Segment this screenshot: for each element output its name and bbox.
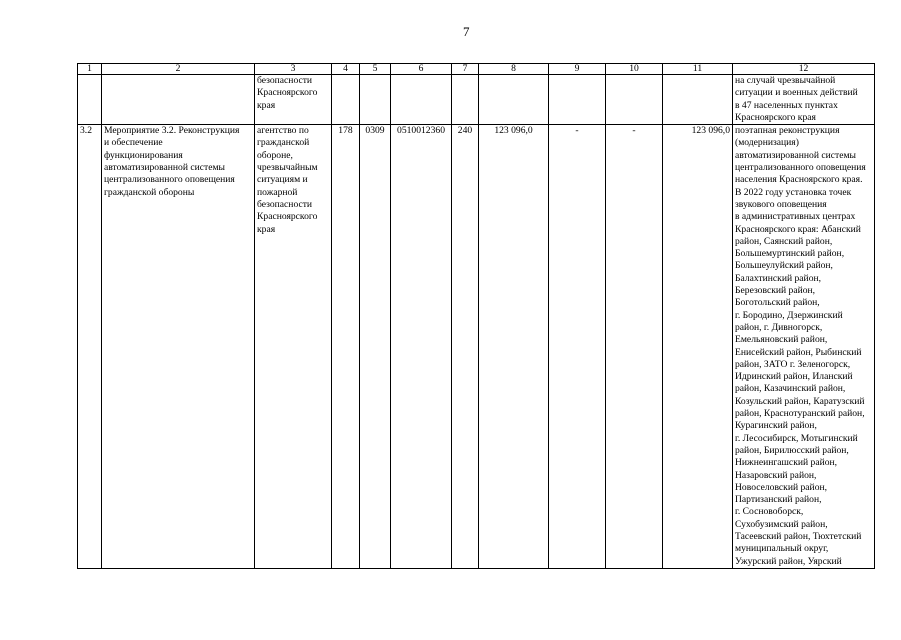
cell-csr — [391, 75, 452, 125]
cell-result: на случай чрезвычайной ситуации и военных действий в 47 населенных пунктах Красноярского края — [733, 75, 875, 125]
cell-total: 123 096,0 — [663, 125, 733, 569]
cell-year1: 123 096,0 — [479, 125, 549, 569]
cell-responsible: безопасности Красноярского края — [255, 75, 332, 125]
column-number: 1 — [78, 64, 102, 75]
column-number: 6 — [391, 64, 452, 75]
column-number: 7 — [452, 64, 479, 75]
cell-csr: 0510012360 — [391, 125, 452, 569]
cell-grbs: 178 — [332, 125, 360, 569]
column-number: 9 — [549, 64, 606, 75]
cell-rzpr — [360, 75, 391, 125]
cell-number — [78, 75, 102, 125]
program-table — [77, 63, 875, 569]
cell-grbs — [332, 75, 360, 125]
column-number: 4 — [332, 64, 360, 75]
cell-result: поэтапная реконструкция (модернизация) автоматизированной системы централизованного оповещения населения Красноярского края. В 2022 году установка точек звукового оповещения в административных центрах Красноярского края: Абанский район, Саянский район, Большемуртинский район, Большеулуйский район, Балахтинский район, Березовский район, Боготольский район, г. Бородино, Дзержинский район, г. Дивногорск, Емельяновский район, Енисейский район, Рыбинский район, ЗАТО г. Зеленогорск, Идринский район, Иланский район, Казачинский район, Козульский район, Каратузский район, Краснотуранский район, Курагинский район, г. Лесосибирск, Мотыгинский район, Бирилюсский район, Нижнеингашский район, Назаровский район, Новоселовский район, Партизанский район, г. Сосновоборск, Сухобузимский район, Тасеевский район, Тюхтетский муниципальный округ, Ужурский район, Уярский — [733, 125, 875, 569]
cell-number: 3.2 — [78, 125, 102, 569]
column-number: 8 — [479, 64, 549, 75]
cell-year3: - — [606, 125, 663, 569]
cell-year1 — [479, 75, 549, 125]
column-number: 11 — [663, 64, 733, 75]
table-row — [78, 125, 875, 569]
column-number-row — [78, 64, 875, 75]
cell-year2: - — [549, 125, 606, 569]
cell-rzpr: 0309 — [360, 125, 391, 569]
cell-year2 — [549, 75, 606, 125]
page-number: 7 — [463, 24, 470, 39]
continuation-row — [78, 75, 875, 125]
cell-total — [663, 75, 733, 125]
column-number: 10 — [606, 64, 663, 75]
cell-name: Мероприятие 3.2. Реконструкция и обеспечение функционирования автоматизированной системы централизованного оповещения гражданской обороны — [102, 125, 255, 569]
column-number: 12 — [733, 64, 875, 75]
column-number: 3 — [255, 64, 332, 75]
column-number: 2 — [102, 64, 255, 75]
cell-vr: 240 — [452, 125, 479, 569]
column-number: 5 — [360, 64, 391, 75]
cell-year3 — [606, 75, 663, 125]
cell-name — [102, 75, 255, 125]
cell-vr — [452, 75, 479, 125]
cell-responsible: агентство по гражданской обороне, чрезвычайным ситуациям и пожарной безопасности Красноярского края — [255, 125, 332, 569]
